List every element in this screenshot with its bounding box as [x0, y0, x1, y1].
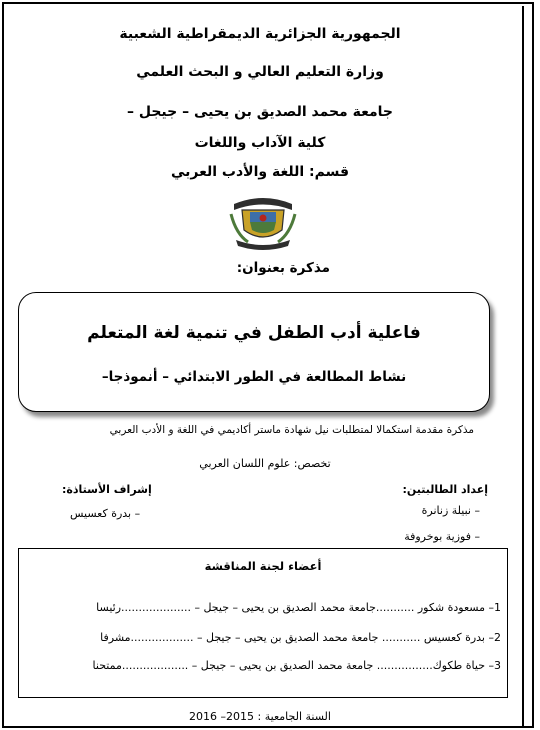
committee-member: 3– حياة طكوك................ جامعة محمد الصديق بن يحيى – جيجل – ...................ممتحنا: [92, 659, 501, 672]
committee-member: 1– مسعودة شكور ...........جامعة محمد الصديق بن يحيى – جيجل – ....................رئيسا: [96, 601, 501, 614]
university-name: جامعة محمد الصديق بن يحيى – جيجل –: [126, 104, 394, 120]
student-name: – نبيلة زنانرة: [421, 504, 480, 517]
ministry-name: وزارة التعليم العالي و البحث العلمي: [136, 64, 384, 80]
memo-description: مذكرة مقدمة استكمالا لمتطلبات نيل شهادة ماستر أكاديمي في اللغة و الأدب العربي: [109, 424, 474, 436]
thesis-subtitle: نشاط المطالعة في الطور الابتدائي – أنموذجا–: [101, 369, 407, 385]
student-name: – فوزية بوخروفة: [404, 530, 480, 543]
department-name: قسم: اللغة والأدب العربي: [170, 164, 350, 180]
academic-year: السنة الجامعية : 2015– 2016: [189, 710, 331, 723]
specialization: تخصص: علوم اللسان العربي: [199, 457, 331, 470]
title-box: [18, 292, 490, 412]
committee-title: أعضاء لجنة المناقشة: [204, 559, 322, 573]
page-edge-line: [522, 6, 524, 726]
committee-member: 2– بدرة كعسيس ........... جامعة محمد الصديق بن يحيى – جيجل – ..................مشرفا: [100, 631, 501, 644]
supervisor-label: إشراف الأستاذة:: [62, 483, 152, 496]
committee-box: [18, 548, 508, 698]
students-label: إعداد الطالبتين:: [402, 483, 488, 496]
memo-label: مذكرة بعنوان:: [236, 260, 330, 276]
university-logo: [228, 190, 298, 250]
supervisor-name: – بدرة كعسيس: [70, 507, 141, 520]
faculty-name: كلية الآداب واللغات: [194, 135, 326, 151]
thesis-title: فاعلية أدب الطفل في تنمية لغة المتعلم: [87, 323, 421, 343]
republic-name: الجمهورية الجزائرية الديمقراطية الشعبية: [119, 26, 401, 42]
